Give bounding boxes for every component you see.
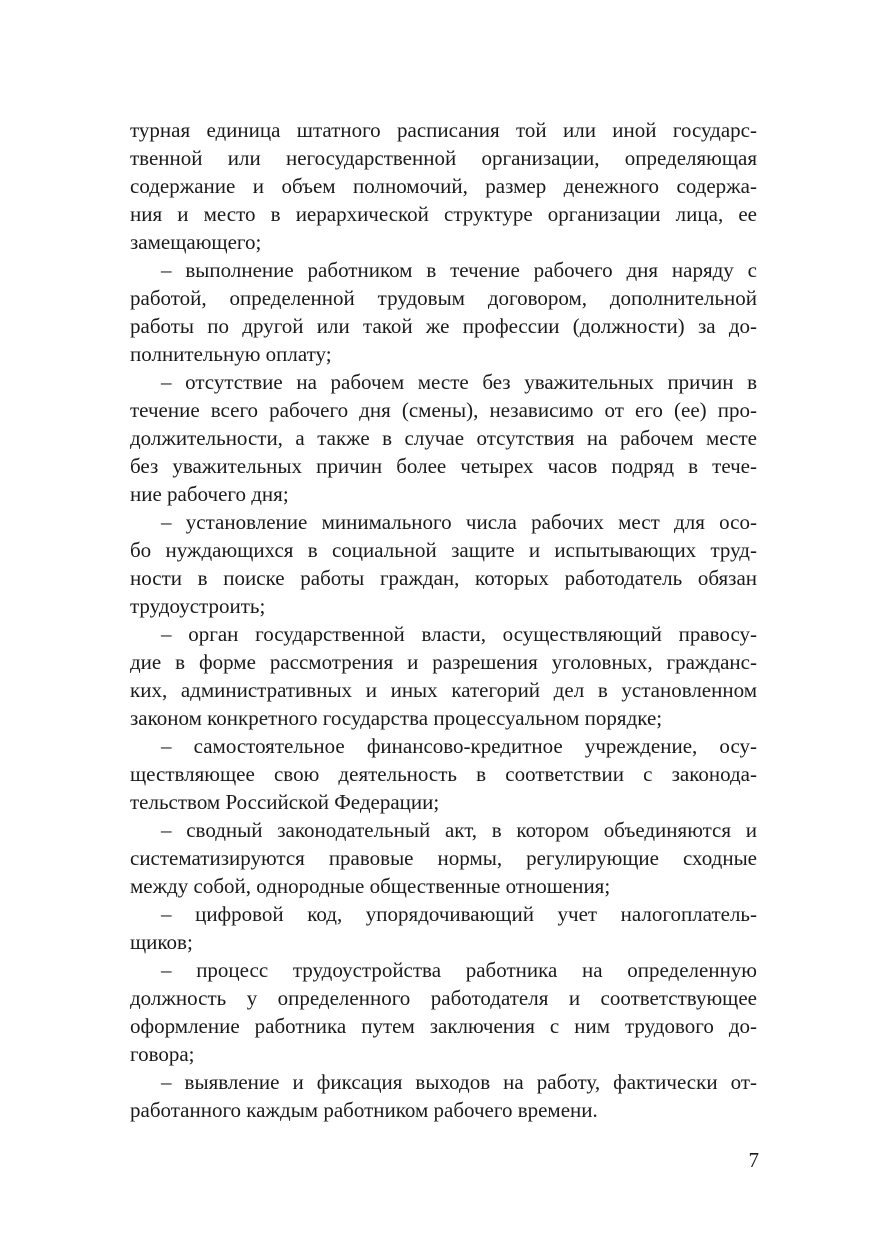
text-line: полнительную оплату; [130,342,332,366]
text-line: бо нуждающихся в социальной защите и испытывающих труд- [130,538,757,562]
text-line: между собой, однородные общественные отношения; [130,874,611,898]
text-line: – самостоятельное финансово-кредитное учреждение, осу- [161,734,757,758]
text-line: тельством Российской Федерации; [130,790,440,814]
text-line: турная единица штатного расписания той или иной государс- [130,118,757,142]
text-line: должность у определенного работодателя и соответствующее [130,986,757,1010]
text-line: – установление минимального числа рабочих мест для осо- [161,510,757,534]
text-line: дие в форме рассмотрения и разрешения уголовных, гражданс- [130,650,757,674]
text-line: работой, определенной трудовым договором, дополнительной [130,286,757,310]
text-line: – сводный законодательный акт, в котором объединяются и [161,818,757,842]
text-line: оформление работника путем заключения с ним трудового до- [130,1014,757,1038]
text-line: – цифровой код, упорядочивающий учет налогоплатель- [161,902,757,926]
text-line: систематизируются правовые нормы, регулирующие сходные [130,846,757,870]
body-text [130,116,757,1124]
text-line: – выявление и фиксация выходов на работу, фактически от- [161,1070,757,1094]
text-line: без уважительных причин более четырех часов подряд в тече- [130,454,757,478]
text-line: должительности, а также в случае отсутствия на рабочем месте [130,426,757,450]
text-line: работанного каждым работником рабочего времени. [130,1098,598,1122]
text-line: – отсутствие на рабочем месте без уважительных причин в [161,370,757,394]
text-line: ния и место в иерархической структуре организации лица, ее [130,202,757,226]
text-line: трудоустроить; [130,594,266,618]
text-line: говора; [130,1042,195,1066]
text-line: ществляющее свою деятельность в соответствии с законода- [130,762,757,786]
text-line: щиков; [130,930,193,954]
text-line: замещающего; [130,230,262,254]
text-line: течение всего рабочего дня (смены), независимо от его (ее) про- [130,398,757,422]
text-line: ности в поиске работы граждан, которых работодатель обязан [130,566,757,590]
text-line: работы по другой или такой же профессии (должности) за до- [130,314,757,338]
text-line: законом конкретного государства процессуальном порядке; [130,706,663,730]
text-line: – процесс трудоустройства работника на определенную [161,958,757,982]
text-line: содержание и объем полномочий, размер денежного содержа- [130,174,757,198]
text-line: – выполнение работником в течение рабочего дня наряду с [161,258,757,282]
text-line: твенной или негосударственной организации, определяющая [130,146,757,170]
text-line: – орган государственной власти, осуществляющий правосу- [161,622,757,646]
text-line: ких, административных и иных категорий дел в установленном [130,678,757,702]
text-line: ние рабочего дня; [130,482,289,506]
page-number: 7 [748,1148,759,1172]
